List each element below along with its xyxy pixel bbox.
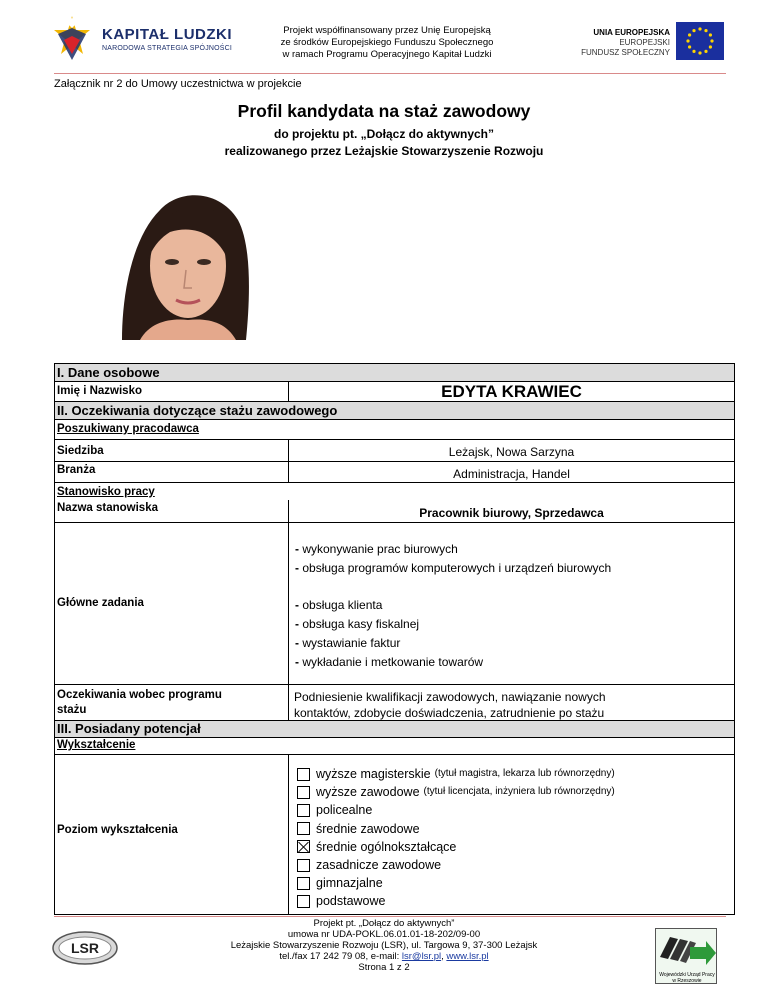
footer-text xyxy=(200,918,568,973)
eu-line: UNIA EUROPEJSKA xyxy=(593,28,670,37)
checkbox[interactable] xyxy=(297,822,310,835)
eu-line: EUROPEJSKI xyxy=(619,38,670,47)
tasks-group-2 xyxy=(295,596,483,672)
task-item: - obsługa kasy fiskalnej xyxy=(295,617,420,631)
position-name-value: Pracownik biurowy, Sprzedawca xyxy=(419,506,604,520)
logo-title: KAPITAŁ LUDZKI xyxy=(102,26,233,43)
industry-label: Branża xyxy=(57,464,96,476)
checkbox[interactable] xyxy=(297,859,310,872)
employer-heading-row xyxy=(55,420,734,440)
education-level-label: Poziom wykształcenia xyxy=(57,824,178,836)
name-label: Imię i Nazwisko xyxy=(57,385,143,397)
name-value: EDYTA KRAWIEC xyxy=(441,382,582,401)
employer-heading: Poszukiwany pracodawca xyxy=(57,423,199,435)
education-heading-row xyxy=(55,738,734,755)
section-expectations xyxy=(55,402,734,420)
education-option[interactable]: policealne xyxy=(297,801,615,819)
education-level-row xyxy=(55,755,734,914)
education-option[interactable]: wyższe zawodowe (tytuł licencjata, inżyniera lub równorzędny) xyxy=(297,783,615,801)
candidate-photo xyxy=(100,180,270,340)
checkbox[interactable] xyxy=(297,877,310,890)
expectations-row xyxy=(55,685,734,721)
task-item: - wykładanie i metkowanie towarów xyxy=(295,655,484,669)
cofinancing-text xyxy=(262,25,512,61)
main-tasks-label: Główne zadania xyxy=(57,597,144,609)
kapital-ludzki-logo xyxy=(52,14,242,62)
checkbox[interactable] xyxy=(297,768,310,781)
task-item: - obsługa programów komputerowych i urządzeń biurowych xyxy=(295,561,612,575)
section-title: I. Dane osobowe xyxy=(57,365,160,380)
industry-value: Administracja, Handel xyxy=(453,467,570,481)
project-subtitle: do projektu pt. „Dołącz do aktywnych” xyxy=(273,127,495,141)
footer-divider xyxy=(54,916,726,917)
position-row xyxy=(55,483,734,523)
website-link[interactable]: www.lsr.pl xyxy=(446,951,489,962)
expectations-label: Oczekiwania wobec programu stażu xyxy=(57,689,222,716)
footer-contact: tel./fax 17 242 79 08, e-mail: lsr@lsr.pl, www.lsr.pl xyxy=(279,951,489,962)
section-personal-data xyxy=(55,364,734,382)
cofinancing-line: Projekt współfinansowany przez Unię Europejską xyxy=(283,25,491,36)
seat-label: Siedziba xyxy=(57,445,104,457)
position-heading: Stanowisko pracy xyxy=(57,486,155,498)
education-option[interactable]: średnie zawodowe xyxy=(297,820,615,838)
education-option[interactable]: średnie ogólnokształcące xyxy=(297,838,615,856)
seat-row xyxy=(55,440,734,462)
education-option[interactable]: podstawowe xyxy=(297,892,615,910)
page-number: Strona 1 z 2 xyxy=(358,962,410,973)
industry-row xyxy=(55,462,734,483)
eu-flag-icon xyxy=(676,22,724,60)
footer-line: Leżajskie Stowarzyszenie Rozwoju (LSR), ul. Targowa 9, 37-300 Leżajsk xyxy=(230,940,538,951)
tasks-group-1 xyxy=(295,540,611,578)
checkbox-checked[interactable] xyxy=(297,840,310,853)
seat-value: Leżajsk, Nowa Sarzyna xyxy=(448,445,575,459)
expectations-value: Podniesienie kwalifikacji zawodowych, nawiązanie nowych kontaktów, zdobycie doświadczenia, zatrudnienie po stażu xyxy=(294,690,606,720)
education-option[interactable]: wyższe magisterskie (tytuł magistra, lekarza lub równorzędny) xyxy=(297,765,615,783)
candidate-form xyxy=(54,363,735,915)
organizer-subtitle: realizowanego przez Leżajskie Stowarzyszenie Rozwoju xyxy=(224,144,544,158)
annex-note: Załącznik nr 2 do Umowy uczestnictwa w projekcie xyxy=(54,78,302,90)
email-link[interactable]: lsr@lsr.pl xyxy=(401,951,442,962)
section-potential xyxy=(55,721,734,738)
cofinancing-line: w ramach Programu Operacyjnego Kapitał Ludzki xyxy=(282,49,492,60)
position-name-label: Nazwa stanowiska xyxy=(57,502,158,514)
main-tasks-row xyxy=(55,523,734,685)
task-item: - wystawianie faktur xyxy=(295,636,401,650)
lsr-logo xyxy=(52,930,118,966)
section-title: III. Posiadany potencjał xyxy=(57,721,201,736)
checkbox[interactable] xyxy=(297,804,310,817)
education-option[interactable]: zasadnicze zawodowe xyxy=(297,856,615,874)
eu-line: FUNDUSZ SPOŁECZNY xyxy=(581,48,670,57)
checkbox[interactable] xyxy=(297,895,310,908)
education-options xyxy=(297,765,615,911)
page-header xyxy=(0,0,768,74)
task-item: - wykonywanie prac biurowych xyxy=(295,542,458,556)
eu-fund-text xyxy=(568,28,670,58)
wup-logo xyxy=(655,928,717,984)
footer-line: umowa nr UDA-POKL.06.01.01-18-202/09-00 xyxy=(287,929,481,940)
wup-arrow-icon xyxy=(656,929,718,971)
checkbox[interactable] xyxy=(297,786,310,799)
section-title: II. Oczekiwania dotyczące stażu zawodowego xyxy=(57,403,338,418)
footer-line: Projekt pt. „Dołącz do aktywnych” xyxy=(313,918,455,929)
education-heading: Wykształcenie xyxy=(57,739,136,751)
svg-text:LSR: LSR xyxy=(71,940,99,956)
task-item: - obsługa klienta xyxy=(295,598,383,612)
cofinancing-line: ze środków Europejskiego Funduszu Społecznego xyxy=(280,37,494,48)
logo-subtitle: NARODOWA STRATEGIA SPÓJNOŚCI xyxy=(102,45,233,52)
wup-caption: Wojewódzki Urząd Pracy w Rzeszowie xyxy=(659,972,715,984)
kapital-ludzki-star-icon xyxy=(52,14,92,62)
name-row xyxy=(55,382,734,402)
header-divider xyxy=(54,73,726,74)
page-title: Profil kandydata na staż zawodowy xyxy=(237,101,531,121)
education-option[interactable]: gimnazjalne xyxy=(297,874,615,892)
